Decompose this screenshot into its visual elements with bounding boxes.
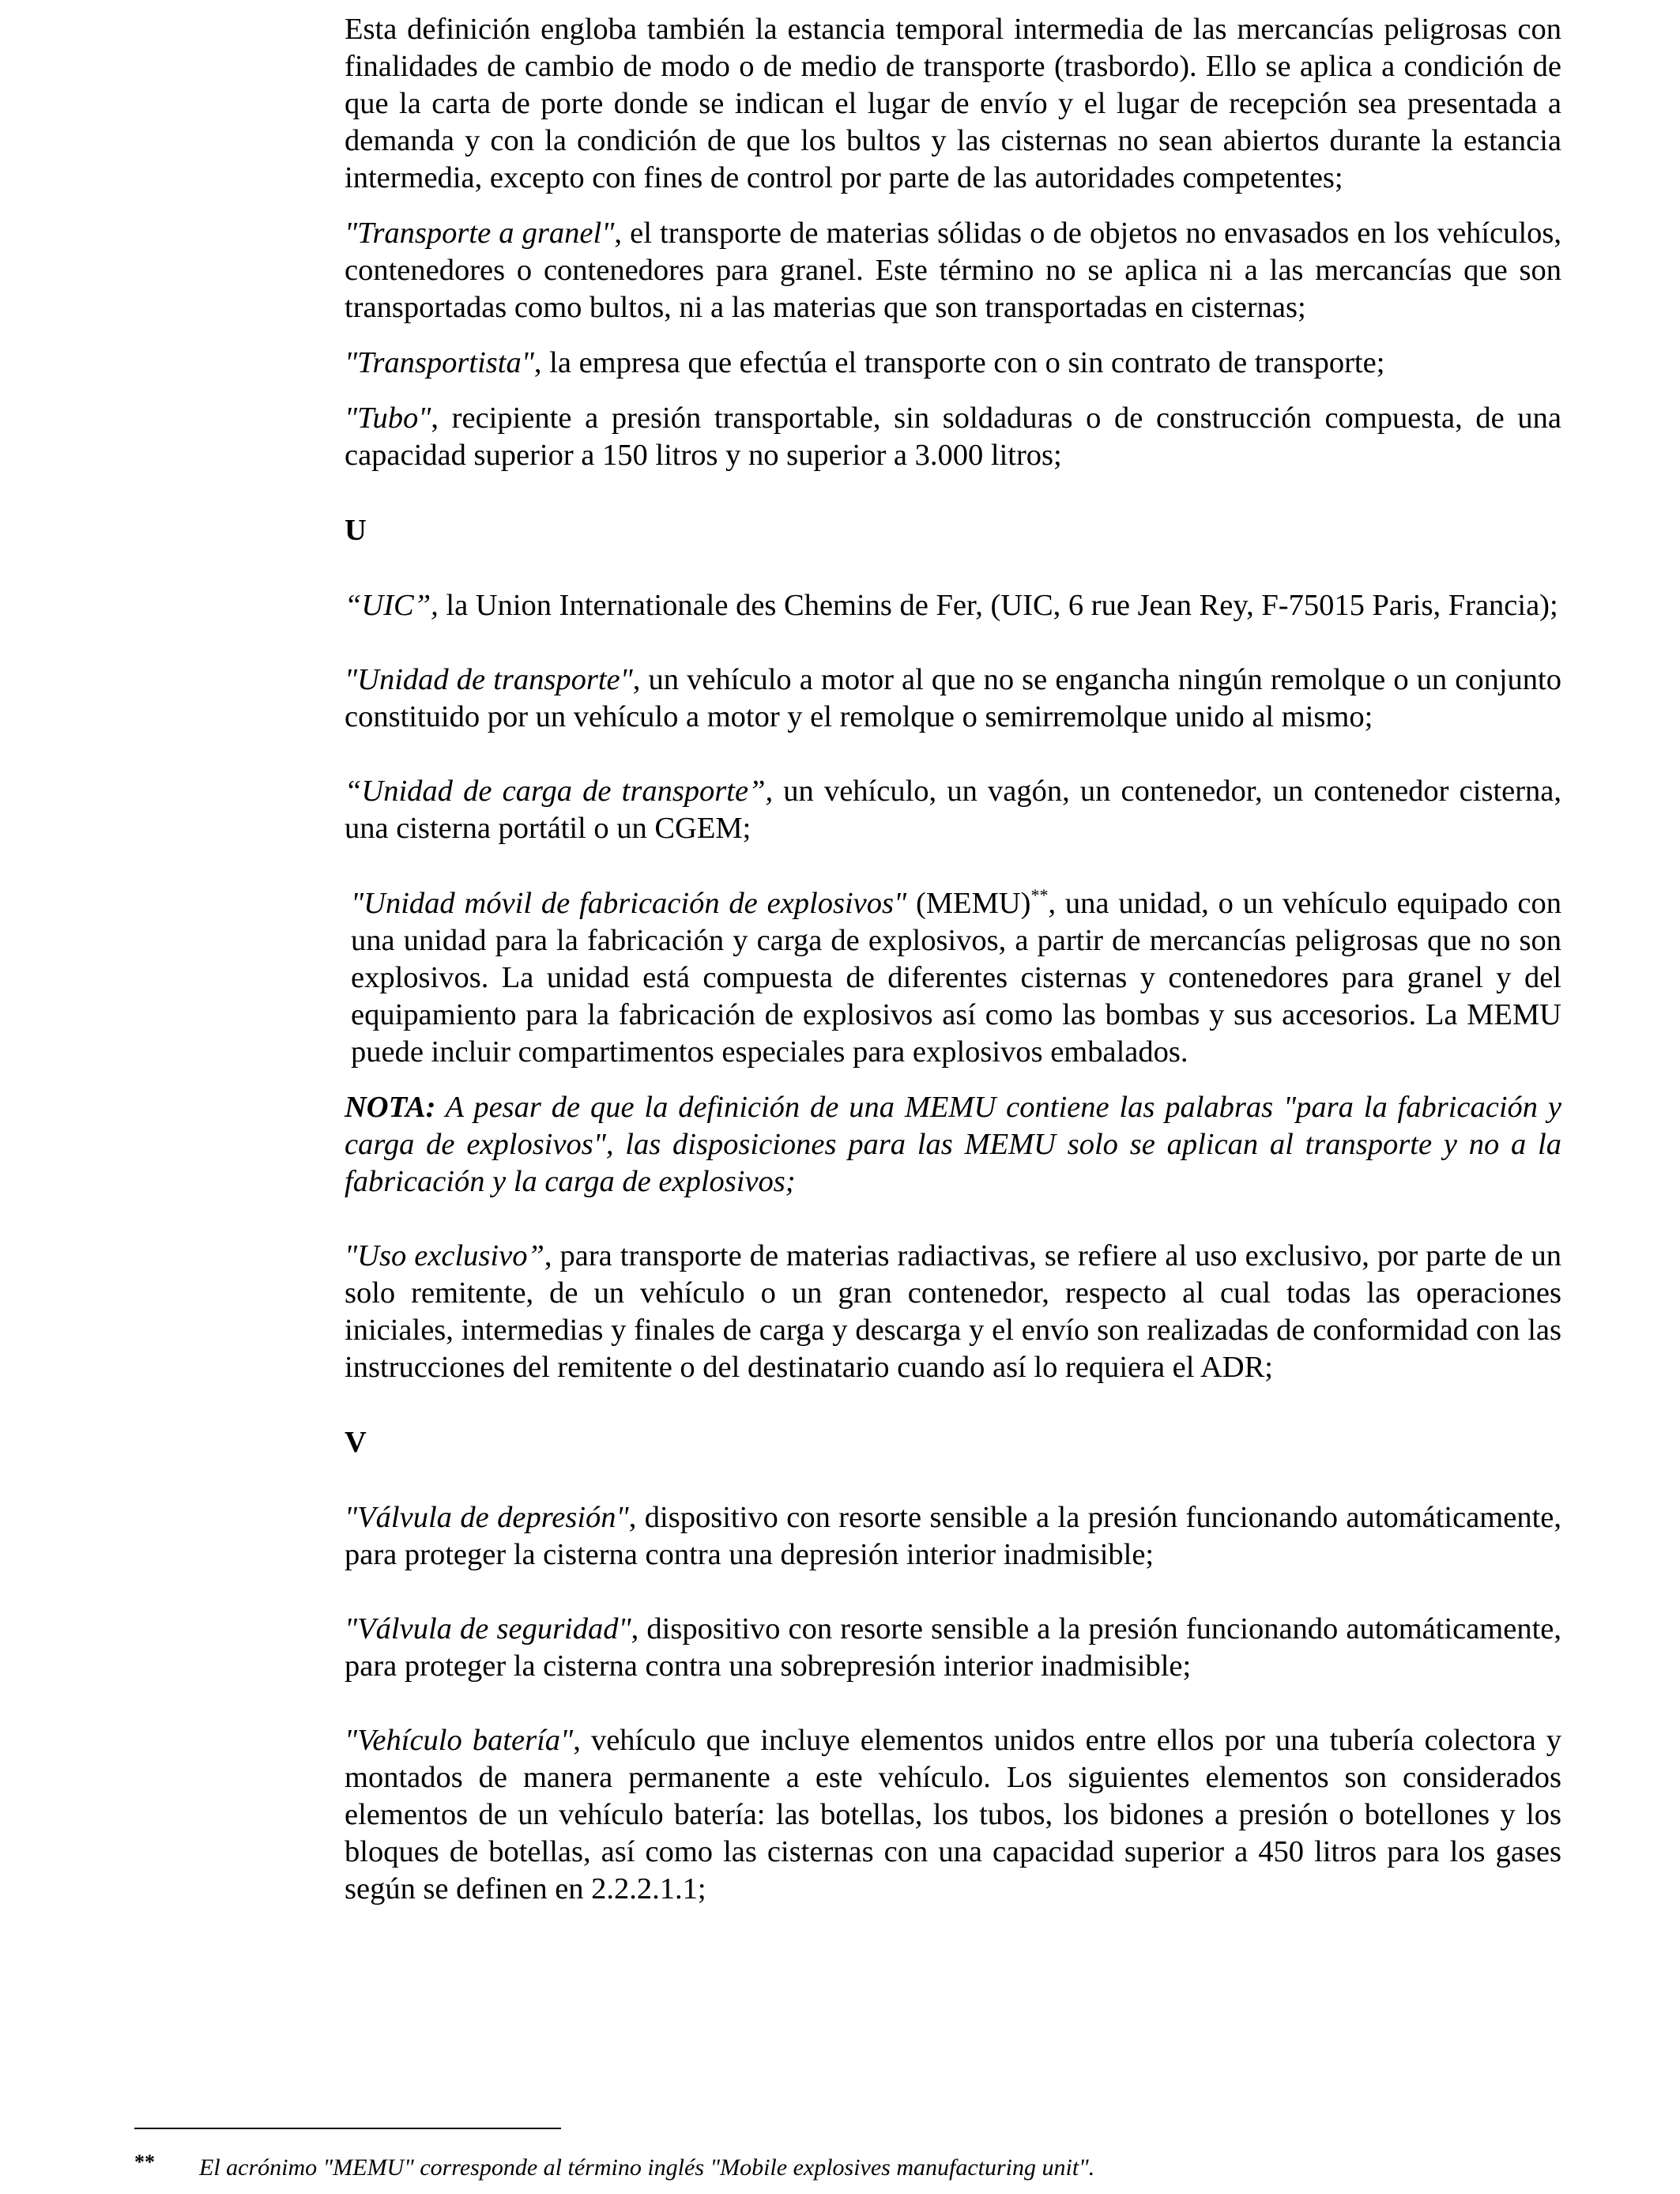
definition-vehiculo-bateria (345, 1722, 1561, 1908)
term: “Unidad de carga de transporte”, (345, 775, 774, 808)
term: "Unidad de transporte" (345, 663, 633, 696)
section-letter-u: U (345, 514, 367, 547)
term: "Vehículo batería" (345, 1724, 574, 1757)
term: "Tubo" (345, 401, 431, 435)
definition-transporte-granel (345, 215, 1561, 326)
term: "Válvula de seguridad" (345, 1612, 631, 1646)
note-text: A pesar de que la definición de una MEMU contiene las palabras "para la fabricación y carga de explosivos", las disposiciones para las MEMU solo se aplican al transporte y no a la fabricación y la carga de explosivos; (345, 1091, 1561, 1198)
definition-text: , recipiente a presión transportable, sin soldaduras o de construcción compuesta, de una capacidad superior a 150 litros y no superior a 3.000 litros; (345, 401, 1561, 472)
definition-memu (345, 885, 1561, 1071)
footnote (134, 2147, 1557, 2184)
definition-text: , dispositivo con resorte sensible a la presión funcionando automáticamente, para proteger la cisterna contra una depresión interior inadmisible; (345, 1501, 1561, 1571)
abbreviation: (MEMU) (906, 887, 1031, 920)
note-memu (345, 1089, 1561, 1201)
definition-unidad-transporte (345, 662, 1561, 736)
definition-text: , una unidad, o un vehículo equipado con una unidad para la fabricación y carga de explosivos, a partir de mercancías peligrosas que no son explosivos. La unidad está compuesta de diferentes cisternas y contenedores para granel y del equipamiento para la fabricación de explosivos así como las bombas y sus accesorios. La MEMU puede incluir compartimentos especiales para explosivos embalados. (351, 887, 1562, 1069)
definition-text: , la empresa que efectúa el transporte con o sin contrato de transporte; (533, 346, 1385, 379)
term: "Válvula de depresión" (345, 1501, 629, 1534)
definition-text: la Union Internationale des Chemins de Fer, (UIC, 6 rue Jean Rey, F-75015 Paris, Francia); (438, 589, 1558, 622)
definition-text: , el transporte de materias sólidas o de objetos no envasados en los vehículos, contenedores o contenedores para granel. Este término no se aplica ni a las mercancías que son transportadas como bultos, ni a las materias que son transportadas en cisternas; (345, 217, 1561, 324)
term: "Uso exclusivo” (345, 1239, 544, 1272)
footnote-mark: ** (134, 2151, 155, 2173)
term: "Unidad móvil de fabricación de explosivos" (351, 887, 907, 920)
definition-text: , para transporte de materias radiactivas, se refiere al uso exclusivo, por parte de un solo remitente, de un vehículo o un gran contenedor, respecto al cual todas las operaciones iniciales, intermedias y finales de carga y descarga y el envío son realizadas de conformidad con las instrucciones del remitente o del destinatario cuando así lo requiera el ADR; (345, 1239, 1561, 1384)
section-letter-v: V (345, 1426, 367, 1459)
footnote-text: El acrónimo "MEMU" corresponde al término inglés "Mobile explosives manufacturing unit". (199, 2154, 1095, 2181)
footnote-separator (134, 2128, 561, 2129)
definition-text: , un vehículo a motor al que no se engancha ningún remolque o un conjunto constituido por un vehículo a motor y el remolque o semirremolque unido al mismo; (345, 663, 1561, 733)
term: “UIC”, (345, 589, 439, 622)
term: "Transporte a granel" (345, 217, 615, 250)
definition-text: , dispositivo con resorte sensible a la presión funcionando automáticamente, para proteger la cisterna contra una sobrepresión interior inadmisible; (345, 1612, 1562, 1683)
definition-valvula-depresion (345, 1499, 1561, 1574)
definition-uso-exclusivo (345, 1238, 1561, 1386)
definition-transportista (345, 345, 1561, 382)
definition-tubo (345, 400, 1561, 474)
definition-valvula-seguridad (345, 1611, 1561, 1685)
main-text (345, 11, 1561, 1908)
definition-text: un vehículo, un vagón, un contenedor, un contenedor cisterna, una cisterna portátil o un CGEM; (345, 775, 1562, 845)
term: "Transportista" (345, 346, 534, 379)
definition-text: , vehículo que incluye elementos unidos entre ellos por una tubería colectora y montados de manera permanente a este vehículo. Los siguientes elementos son considerados elementos de un vehículo batería: las botellas, los tubos, los bidones a presión o botellones y los bloques de botellas, así como las cisternas con una capacidad superior a 450 litros para los gases según se definen en 2.2.2.1.1; (345, 1724, 1561, 1906)
definition-unidad-carga (345, 773, 1561, 847)
note-label: NOTA: (345, 1091, 436, 1124)
paragraph-trasbordo: Esta definición engloba también la estancia temporal intermedia de las mercancías peligrosas con finalidades de cambio de modo o de medio de transporte (trasbordo). Ello se aplica a condición de que la carta de porte donde se indican el lugar de envío y el lugar de recepción sea presentada a demanda y con la condición de que los bultos y las cisternas no sean abiertos durante la estancia intermedia, excepto con fines de control por parte de las autoridades competentes; (345, 13, 1561, 194)
footnote-reference[interactable]: ** (1030, 885, 1049, 905)
definition-uic (345, 587, 1561, 624)
